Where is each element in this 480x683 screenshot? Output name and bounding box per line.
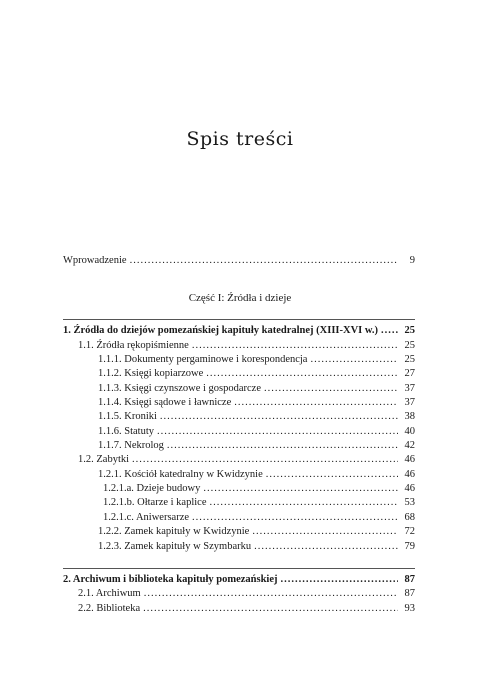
toc-entry-1-1-3[interactable] (98, 382, 415, 396)
toc-leader-dots (203, 482, 398, 496)
toc-entry-intro[interactable] (63, 254, 415, 268)
toc-entry-label: 1.1.7. Nekrolog (98, 440, 164, 451)
toc-entry-label: 1.1.3. Księgi czynszowe i gospodarcze (98, 383, 261, 394)
toc-entry-1-2[interactable] (78, 453, 415, 467)
toc-leader-dots (234, 396, 398, 410)
toc-entry-label: 1.1.2. Księgi kopiarzowe (98, 368, 204, 379)
toc-entry-label: 1.1.6. Statuty (98, 426, 155, 437)
toc-entry-page: 27 (404, 368, 415, 379)
toc-entry-page: 38 (404, 411, 415, 422)
toc-entry-1-1-1[interactable] (98, 353, 415, 367)
toc-entry-1[interactable] (63, 324, 415, 338)
toc-entry-1-1-5[interactable] (98, 410, 415, 424)
toc-leader-dots (266, 468, 398, 482)
toc-entry-1-1-2[interactable] (98, 367, 415, 381)
toc-entry-label: 1.1.4. Księgi sądowe i ławnicze (98, 397, 232, 408)
toc-entry-1-1-6[interactable] (98, 425, 415, 439)
toc-entry-page: 40 (404, 426, 415, 437)
toc-entry-label: Wprowadzenie (63, 255, 127, 266)
toc-entry-page: 46 (404, 483, 415, 494)
toc-entry-label: 1. Źródła do dziejów pomezańskiej kapituły katedralnej (XIII-XVI w.) (63, 325, 379, 336)
toc-leader-dots (144, 587, 398, 601)
toc-entry-label: 1.2.1.c. Aniwersarze (103, 512, 190, 523)
toc-entry-page: 79 (404, 541, 415, 552)
toc-entry-1-1-4[interactable] (98, 396, 415, 410)
toc-leader-dots (254, 540, 398, 554)
toc-entry-page: 46 (404, 454, 415, 465)
page-title: Spis treści (186, 128, 294, 150)
toc-entry-label: 1.1.1. Dokumenty pergaminowe i korespondencja (98, 354, 308, 365)
toc-entry-1-1[interactable] (78, 339, 415, 353)
toc-entry-label: 1.2.1.b. Ołtarze i kaplice (103, 497, 207, 508)
toc-leader-dots (130, 254, 398, 268)
toc-leader-dots (157, 425, 398, 439)
toc-leader-dots (143, 602, 398, 616)
toc-leader-dots (281, 573, 398, 587)
toc-entry-page: 53 (404, 497, 415, 508)
toc-entry-page: 37 (404, 383, 415, 394)
toc-leader-dots (264, 382, 398, 396)
toc-entry-page: 25 (404, 354, 415, 365)
toc-entry-page: 25 (404, 340, 415, 351)
toc-leader-dots (252, 525, 398, 539)
toc-entry-1-2-1-b[interactable] (103, 496, 415, 510)
toc-entry-1-2-1[interactable] (98, 468, 415, 482)
section-divider (63, 568, 415, 569)
toc-entry-1-2-1-a[interactable] (103, 482, 415, 496)
toc-entry-1-2-2[interactable] (98, 525, 415, 539)
toc-entry-2[interactable] (63, 573, 415, 587)
toc-leader-dots (167, 439, 398, 453)
toc-leader-dots (210, 496, 398, 510)
toc-entry-label: 1.1.5. Kroniki (98, 411, 157, 422)
toc-entry-1-2-3[interactable] (98, 540, 415, 554)
toc-entry-page: 87 (404, 574, 415, 585)
toc-leader-dots (192, 339, 398, 353)
toc-entry-label: 1.2.1.a. Dzieje budowy (103, 483, 201, 494)
toc-entry-1-2-1-c[interactable] (103, 511, 415, 525)
toc-entry-label: 2. Archiwum i biblioteka kapituły pomezańskiej (63, 574, 278, 585)
toc-entry-page: 68 (404, 512, 415, 523)
section-divider (63, 319, 415, 320)
part-heading: Część I: Źródła i dzieje (188, 292, 292, 304)
toc-leader-dots (132, 453, 398, 467)
toc-leader-dots (160, 410, 398, 424)
toc-entry-label: 1.2.3. Zamek kapituły w Szymbarku (98, 541, 252, 552)
toc-entry-label: 1.2.2. Zamek kapituły w Kwidzynie (98, 526, 250, 537)
toc-entry-label: 1.2.1. Kościół katedralny w Kwidzynie (98, 469, 263, 480)
toc-entry-page: 87 (404, 588, 415, 599)
toc-entry-label: 2.2. Biblioteka (78, 603, 141, 614)
toc-entry-page: 42 (404, 440, 415, 451)
toc-entry-page: 9 (409, 255, 415, 266)
toc-entry-page: 37 (404, 397, 415, 408)
toc-entry-label: 1.2. Zabytki (78, 454, 130, 465)
toc-leader-dots (381, 324, 398, 338)
toc-entry-1-1-7[interactable] (98, 439, 415, 453)
toc-entry-label: 1.1. Źródła rękopiśmienne (78, 340, 189, 351)
toc-entry-page: 46 (404, 469, 415, 480)
toc-entry-2-1[interactable] (78, 587, 415, 601)
toc-leader-dots (192, 511, 398, 525)
toc-leader-dots (310, 353, 398, 367)
toc-entry-page: 25 (404, 325, 415, 336)
toc-entry-2-2[interactable] (78, 602, 415, 616)
toc-entry-page: 93 (404, 603, 415, 614)
toc-leader-dots (206, 367, 398, 381)
toc-entry-page: 72 (404, 526, 415, 537)
toc-entry-label: 2.1. Archiwum (78, 588, 141, 599)
